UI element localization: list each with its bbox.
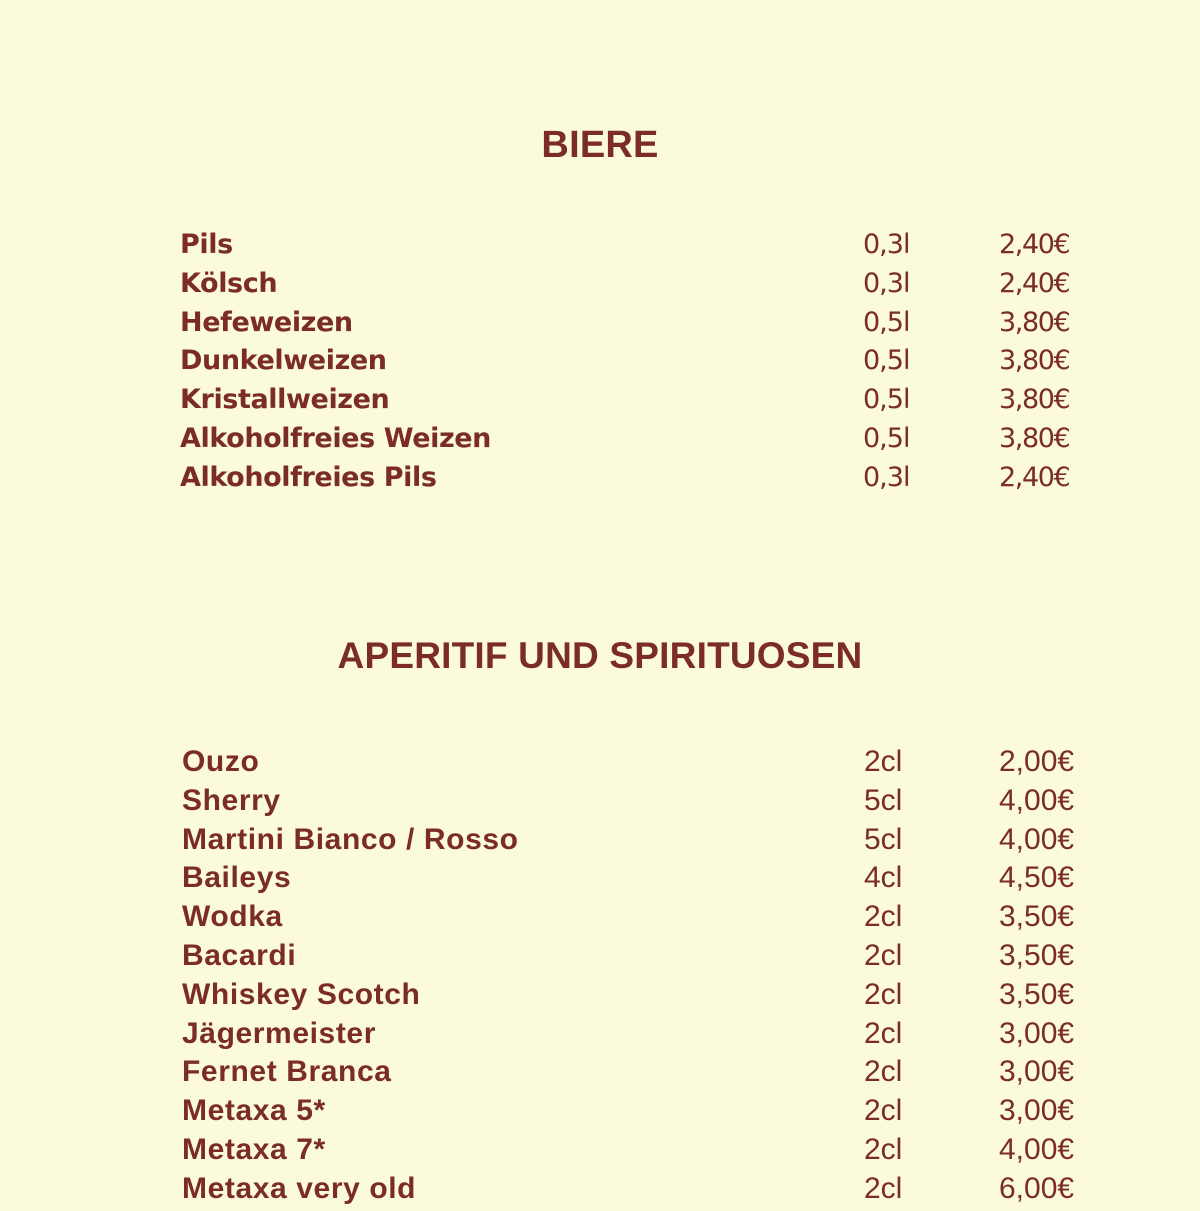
item-price: 3,00€	[999, 1016, 1075, 1050]
item-name: Pils	[180, 229, 233, 260]
item-price: 3,80€	[999, 306, 1070, 338]
item-size: 2cl	[864, 900, 903, 934]
section-title-aperitif: APERITIF UND SPIRITUOSEN	[337, 635, 863, 676]
item-price: 2,40€	[999, 267, 1070, 299]
menu-item-row	[0, 1094, 1200, 1133]
item-size: 2cl	[864, 1094, 903, 1128]
item-name: Wodka	[182, 900, 283, 934]
menu-item-row	[0, 900, 1200, 939]
menu-item-row	[0, 1017, 1200, 1056]
item-price: 4,50€	[999, 861, 1075, 895]
item-name: Bacardi	[182, 939, 297, 972]
item-size: 0,3l	[863, 461, 910, 493]
item-price: 4,00€	[999, 1133, 1075, 1166]
item-name: Metaxa very old	[182, 1171, 417, 1205]
item-name: Fernet Branca	[182, 1055, 392, 1089]
item-size: 5cl	[864, 822, 903, 856]
item-price: 2,40€	[999, 229, 1070, 260]
item-price: 6,00€	[999, 1171, 1075, 1205]
item-price: 3,80€	[999, 423, 1070, 454]
item-name: Sherry	[182, 783, 281, 817]
item-price: 3,00€	[999, 1055, 1075, 1089]
item-name: Metaxa 5*	[182, 1094, 326, 1128]
item-name: Kölsch	[180, 267, 278, 299]
item-name: Hefeweizen	[180, 306, 353, 338]
item-name: Martini Bianco / Rosso	[182, 822, 519, 856]
item-size: 0,5l	[863, 423, 910, 454]
menu-item-row	[0, 939, 1200, 978]
item-size: 2cl	[864, 1133, 903, 1166]
menu-item-row	[0, 345, 1200, 384]
menu-item-row	[0, 229, 1200, 268]
item-price: 3,00€	[999, 1094, 1075, 1128]
menu-item-row	[0, 978, 1200, 1017]
item-size: 0,5l	[863, 345, 910, 377]
item-name: Jägermeister	[182, 1016, 376, 1050]
item-name: Alkoholfreies Weizen	[180, 423, 492, 454]
item-size: 5cl	[864, 783, 903, 817]
menu-item-row	[0, 861, 1200, 900]
menu-item-row	[0, 1172, 1200, 1211]
item-name: Metaxa 7*	[182, 1133, 326, 1166]
menu-item-row	[0, 1133, 1200, 1172]
item-name: Kristallweizen	[180, 384, 390, 416]
item-size: 2cl	[864, 977, 903, 1011]
item-size: 0,3l	[863, 229, 910, 260]
item-name: Baileys	[182, 861, 292, 895]
item-size: 2cl	[864, 745, 903, 778]
menu-item-row	[0, 268, 1200, 307]
item-price: 4,00€	[999, 783, 1075, 817]
item-price: 3,50€	[999, 977, 1075, 1011]
item-size: 0,5l	[863, 384, 910, 416]
menu-item-row	[0, 784, 1200, 823]
item-name: Alkoholfreies Pils	[180, 461, 437, 493]
menu-item-row	[0, 1055, 1200, 1094]
item-price: 2,40€	[999, 461, 1070, 493]
item-price: 4,00€	[999, 822, 1075, 856]
item-price: 3,80€	[999, 345, 1070, 377]
item-size: 2cl	[864, 1171, 903, 1205]
item-name: Dunkelweizen	[180, 345, 387, 377]
menu-item-row	[0, 307, 1200, 346]
section-title-biere: BIERE	[541, 124, 659, 166]
item-size: 2cl	[864, 939, 903, 972]
menu-item-row	[0, 745, 1200, 784]
item-price: 3,80€	[999, 384, 1070, 416]
menu-item-row	[0, 384, 1200, 423]
item-size: 0,5l	[863, 306, 910, 338]
menu-item-row	[0, 823, 1200, 862]
item-price: 2,00€	[999, 745, 1075, 778]
item-size: 2cl	[864, 1016, 903, 1050]
item-size: 2cl	[864, 1055, 903, 1089]
item-size: 0,3l	[863, 267, 910, 299]
menu-item-row	[0, 423, 1200, 462]
item-price: 3,50€	[999, 939, 1075, 972]
menu-item-row	[0, 462, 1200, 501]
item-price: 3,50€	[999, 900, 1075, 934]
item-name: Ouzo	[182, 745, 260, 778]
item-name: Whiskey Scotch	[182, 977, 421, 1011]
item-size: 4cl	[864, 861, 903, 895]
